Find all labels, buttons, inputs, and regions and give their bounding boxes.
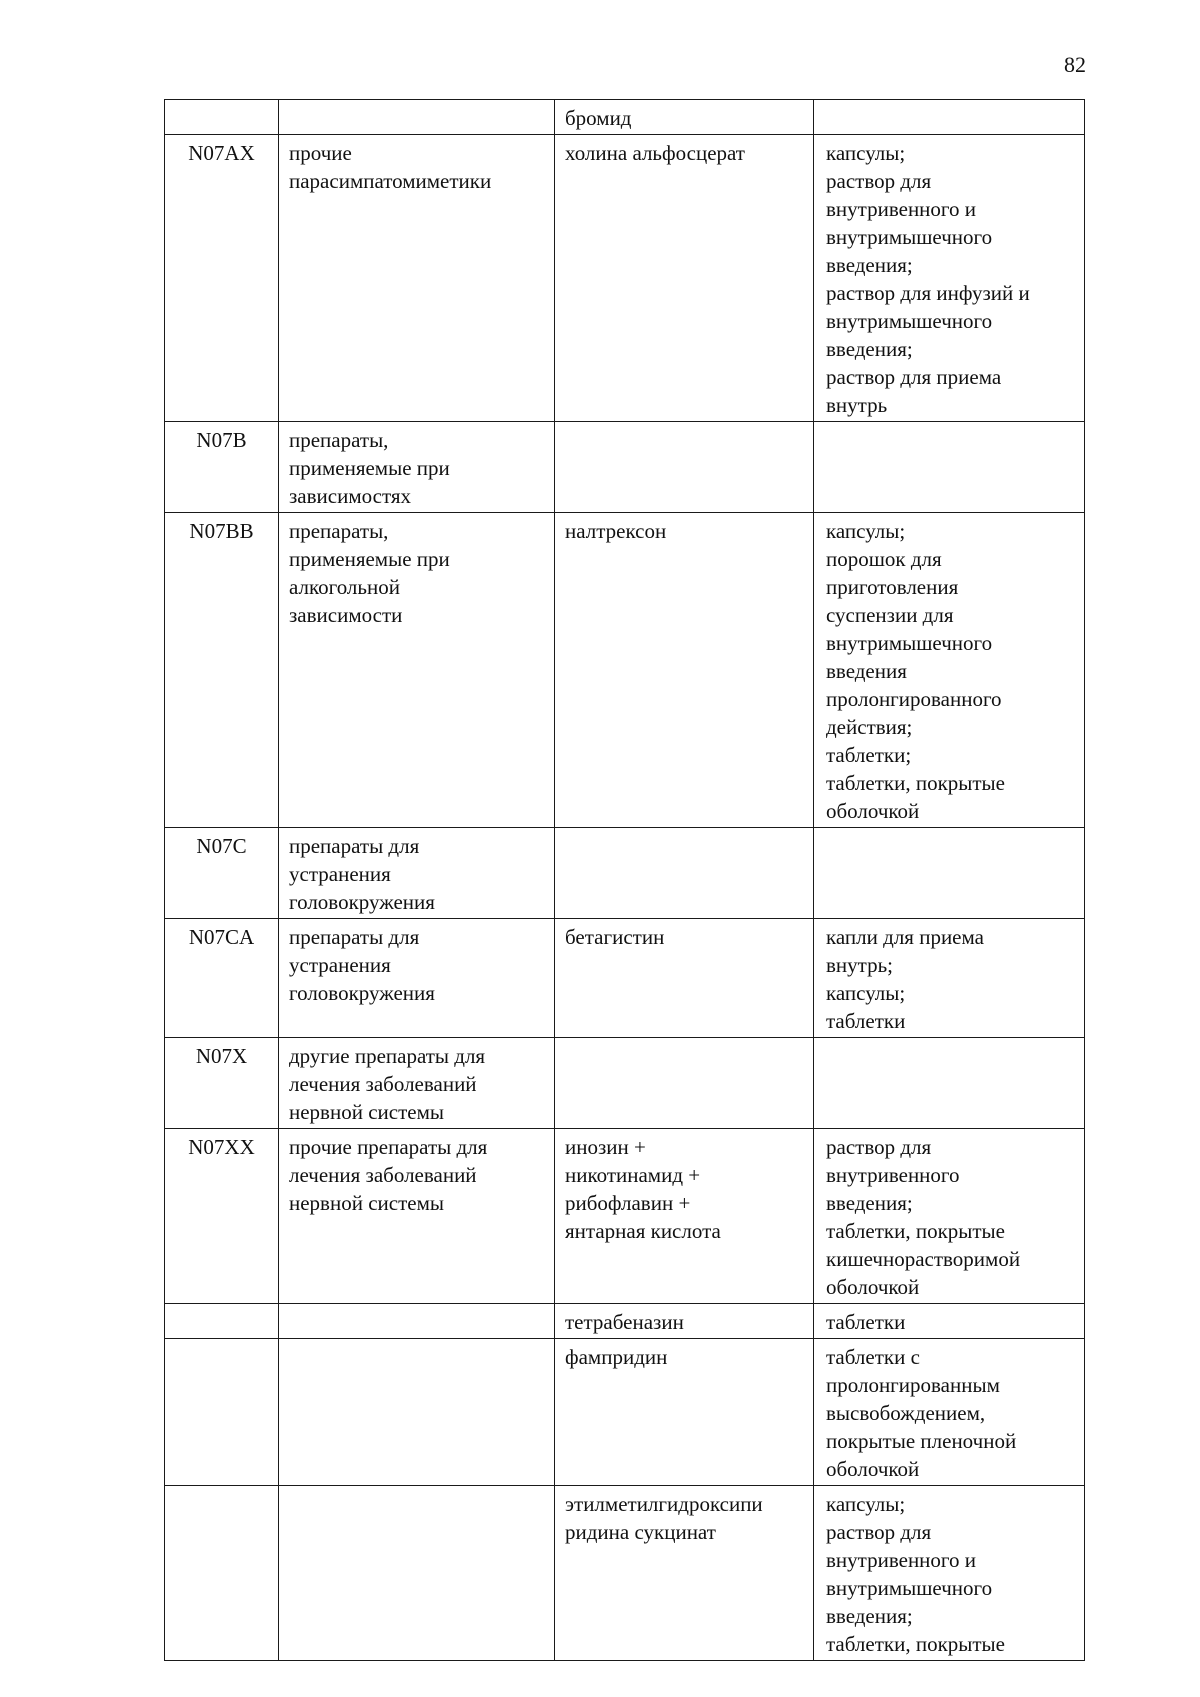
table-row xyxy=(165,135,1085,422)
pharmacological-group-cell: препараты, применяемые при алкогольной зависимости xyxy=(279,513,555,828)
drug-name-cell xyxy=(555,828,814,919)
drug-name-cell: налтрексон xyxy=(555,513,814,828)
pharmacological-group-cell: препараты, применяемые при зависимостях xyxy=(279,422,555,513)
table-row xyxy=(165,1304,1085,1339)
drug-name-cell: бетагистин xyxy=(555,919,814,1038)
table-row xyxy=(165,513,1085,828)
dosage-form-cell xyxy=(814,1038,1085,1129)
table-row xyxy=(165,1486,1085,1661)
drug-name-cell xyxy=(555,1038,814,1129)
atc-code-cell: N07CA xyxy=(165,919,279,1038)
dosage-form-cell: таблетки xyxy=(814,1304,1085,1339)
drug-name-cell: холина альфосцерат xyxy=(555,135,814,422)
drug-name-cell: тетрабеназин xyxy=(555,1304,814,1339)
table-body xyxy=(165,100,1085,1661)
pharmacological-group-cell: прочие парасимпатомиметики xyxy=(279,135,555,422)
pharmacological-group-cell xyxy=(279,1339,555,1486)
table-row xyxy=(165,1339,1085,1486)
drug-name-cell xyxy=(555,422,814,513)
table-row xyxy=(165,422,1085,513)
atc-code-cell: N07AX xyxy=(165,135,279,422)
drug-name-cell: этилметилгидроксипи ридина сукцинат xyxy=(555,1486,814,1661)
table-row xyxy=(165,1129,1085,1304)
atc-code-cell: N07X xyxy=(165,1038,279,1129)
table-row xyxy=(165,828,1085,919)
dosage-form-cell: капсулы; порошок для приготовления суспензии для внутримышечного введения пролонгированного действия; таблетки; таблетки, покрытые оболочкой xyxy=(814,513,1085,828)
atc-code-cell xyxy=(165,1304,279,1339)
atc-code-cell xyxy=(165,1486,279,1661)
dosage-form-cell xyxy=(814,100,1085,135)
pharmacological-group-cell: препараты для устранения головокружения xyxy=(279,919,555,1038)
atc-code-cell xyxy=(165,1339,279,1486)
page-number: 82 xyxy=(1064,52,1086,77)
drug-name-cell: инозин + никотинамид + рибофлавин + янтарная кислота xyxy=(555,1129,814,1304)
drug-name-cell: фампридин xyxy=(555,1339,814,1486)
pharmacological-group-cell: другие препараты для лечения заболеваний нервной системы xyxy=(279,1038,555,1129)
dosage-form-cell: капсулы; раствор для внутривенного и внутримышечного введения; раствор для инфузий и внутримышечного введения; раствор для приема внутрь xyxy=(814,135,1085,422)
table-row xyxy=(165,919,1085,1038)
atc-code-cell: N07B xyxy=(165,422,279,513)
dosage-form-cell xyxy=(814,828,1085,919)
dosage-form-cell xyxy=(814,422,1085,513)
table-row xyxy=(165,100,1085,135)
dosage-form-cell: капсулы; раствор для внутривенного и внутримышечного введения; таблетки, покрытые xyxy=(814,1486,1085,1661)
pharmacological-group-cell xyxy=(279,1486,555,1661)
drug-classification-table xyxy=(164,99,1085,1661)
atc-code-cell: N07C xyxy=(165,828,279,919)
dosage-form-cell: таблетки с пролонгированным высвобождением, покрытые пленочной оболочкой xyxy=(814,1339,1085,1486)
atc-code-cell: N07BB xyxy=(165,513,279,828)
pharmacological-group-cell xyxy=(279,100,555,135)
pharmacological-group-cell xyxy=(279,1304,555,1339)
dosage-form-cell: раствор для внутривенного введения; таблетки, покрытые кишечнорастворимой оболочкой xyxy=(814,1129,1085,1304)
atc-code-cell: N07XX xyxy=(165,1129,279,1304)
pharmacological-group-cell: прочие препараты для лечения заболеваний нервной системы xyxy=(279,1129,555,1304)
atc-code-cell xyxy=(165,100,279,135)
drug-table-container xyxy=(164,99,1084,1661)
pharmacological-group-cell: препараты для устранения головокружения xyxy=(279,828,555,919)
table-row xyxy=(165,1038,1085,1129)
dosage-form-cell: капли для приема внутрь; капсулы; таблетки xyxy=(814,919,1085,1038)
drug-name-cell: бромид xyxy=(555,100,814,135)
